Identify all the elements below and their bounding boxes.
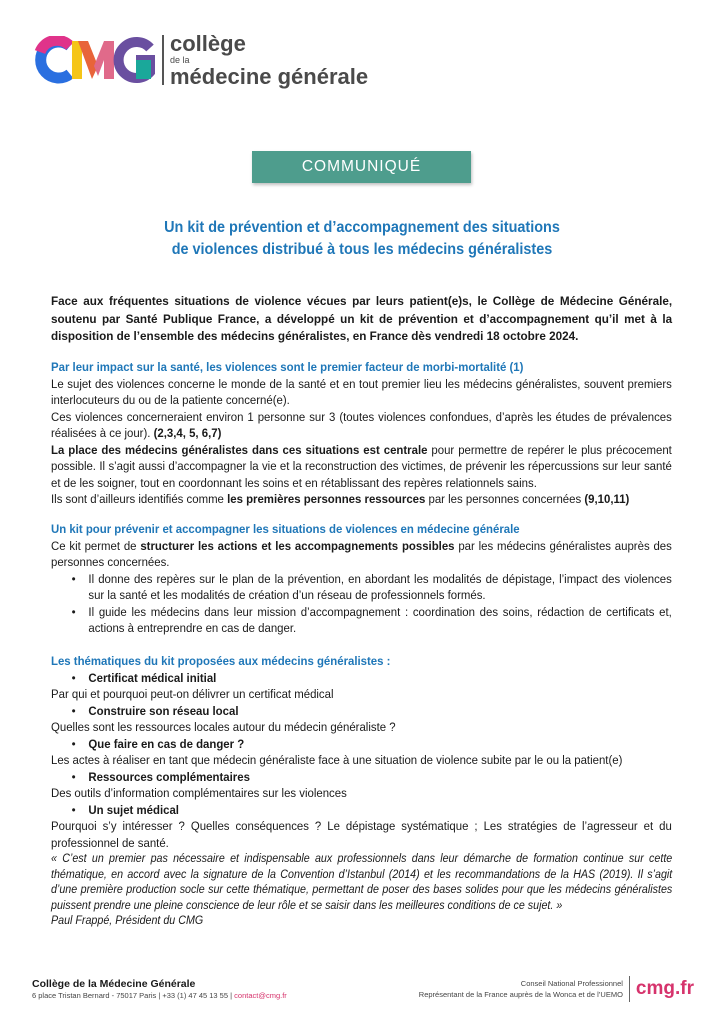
theme-title-text: Certificat médical initial xyxy=(88,670,217,685)
theme-list xyxy=(51,802,672,819)
footer-wonca: Représentant de la France auprès de la Wonca et de l’UEMO xyxy=(418,990,623,999)
emphasis: La place des médecins généralistes dans ces situations est centrale xyxy=(51,442,428,457)
paragraph xyxy=(51,409,672,442)
theme-description: Des outils d’information complémentaires sur les violences xyxy=(51,786,347,800)
paragraph xyxy=(51,442,672,492)
theme-title xyxy=(88,802,671,819)
quote-text: « C’est un premier pas nécessaire et indispensable aux professionnels dans leur démarche de formation continue sur cette thématique, en accord avec la signature de la Convention d’Istanbul (2014) et les recommandations de la HAS (2019). Il s’agit d’une première production socle sur cette thématique, permettant de poser des bases solides pour que les médecins généralistes puissent prendre une pleine conscience de leur rôle et se saisir dans les meilleures conditions de ce sujet. » xyxy=(51,853,673,912)
paragraph xyxy=(51,538,672,571)
section-kit xyxy=(51,521,672,637)
theme-description: Quelles sont les ressources locales autour du médecin généraliste ? xyxy=(51,720,396,734)
logo-line-1: collège xyxy=(170,30,246,56)
text: par les médecins généralistes auprès des personnes concernées. xyxy=(51,538,672,569)
emphasis: structurer les actions et les accompagnements possibles xyxy=(140,538,455,553)
communique-banner: COMMUNIQUÉ xyxy=(252,151,471,183)
title-line-2: de violences distribué à tous les médecins généralistes xyxy=(171,241,553,258)
theme-title-text: Ressources complémentaires xyxy=(88,769,250,784)
list-item: • Il donne des repères sur le plan de la prévention, en abordant les modalités de dépistage, l’impact des violences sur la santé et les modalités de création d’un réseau de professionnels formés. xyxy=(88,571,671,604)
theme-description: Les actes à réaliser en tant que médecin généraliste face à une situation de violence subite par le ou la patient(e) xyxy=(51,753,623,767)
footer-email-link[interactable]: contact@cmg.fr xyxy=(234,991,287,1000)
theme-title xyxy=(88,670,671,687)
cmg-logo xyxy=(32,32,368,88)
theme-description: Par qui et pourquoi peut-on délivrer un certificat médical xyxy=(51,687,334,701)
text: Ils sont d’ailleurs identifiés comme xyxy=(51,492,228,506)
references: (9,10,11) xyxy=(584,492,630,506)
document-title xyxy=(118,217,605,261)
cmg-logo-mark xyxy=(32,36,156,84)
footer-brand xyxy=(419,976,694,1002)
theme-list xyxy=(51,769,672,786)
theme-list xyxy=(51,670,672,687)
theme-title-text: Que faire en cas de danger ? xyxy=(88,736,245,751)
president-quote xyxy=(51,852,672,930)
theme-title-text: Un sujet médical xyxy=(88,802,179,817)
theme-description: Pourquoi s’y intéresser ? Quelles conséquences ? Le dépistage systématique ; Les stratégies de l’agresseur et du professionnel de santé. xyxy=(51,819,672,850)
section-heading: Par leur impact sur la santé, les violences sont le premier facteur de morbi-mortalité (1) xyxy=(51,360,524,374)
logo-line-2: de la xyxy=(170,54,190,65)
logo-wordmark xyxy=(170,30,369,89)
logo-divider xyxy=(162,35,164,85)
section-heading: Un kit pour prévenir et accompagner les situations de violences en médecine générale xyxy=(51,522,520,536)
list-item: • Il guide les médecins dans leur mission d’accompagnement : coordination des soins, rédaction de certificats et, actions à entreprendre en cas de danger. xyxy=(88,604,671,637)
theme-title-text: Construire son réseau local xyxy=(88,703,239,718)
footer-address: 6 place Tristan Bernard - 75017 Paris | +33 (1) 47 45 13 55 | xyxy=(32,991,235,1000)
footer-cnp: Conseil National Professionnel xyxy=(520,979,623,988)
section-heading: Les thématiques du kit proposées aux médecins généralistes : xyxy=(51,654,391,668)
theme-list xyxy=(51,736,672,753)
footer-org: Collège de la Médecine Générale xyxy=(32,978,196,990)
quote-author: Paul Frappé, Président du CMG xyxy=(51,915,204,927)
footer-address-line xyxy=(32,990,287,1002)
paragraph: Le sujet des violences concerne le monde de la santé et en tout premier lieu les médecins généralistes, souvent premiers interlocuteurs du ou de la patiente concerné(e). xyxy=(51,376,672,407)
text: pour permettre de repérer le plus précocement possible. Il s’agit aussi d’accompagner la vie et la reconstruction des victimes, de prévenir les répercussions sur leur santé et de les soigner, tout en coordonnant les soins et en rétablissant des repères relationnels sains. xyxy=(51,442,672,490)
theme-title xyxy=(88,769,671,786)
theme-title xyxy=(88,736,671,753)
title-line-1: Un kit de prévention et d’accompagnement des situations xyxy=(164,219,560,236)
intro-paragraph: Face aux fréquentes situations de violence vécues par leurs patient(e)s, le Collège de Médecine Générale, soutenu par Santé Publique France, a développé un kit de prévention et d’accompagnement qu’il met à la disposition de l’ensemble des médecins généralistes, en France dès vendredi 18 octobre 2024. xyxy=(51,294,673,343)
theme-list xyxy=(51,703,672,720)
paragraph xyxy=(51,491,672,508)
text: par les personnes concernées xyxy=(425,492,585,506)
footer-right-text xyxy=(419,978,623,1000)
bullet-list xyxy=(51,571,672,637)
footer-divider xyxy=(629,976,630,1002)
theme-title xyxy=(88,703,671,720)
text: Ces violences concerneraient environ 1 personne sur 3 (toutes violences confondues, d’après les études de prévalences réalisées à ce jour). xyxy=(51,409,672,440)
section-themes xyxy=(51,653,672,851)
logo-line-3: médecine générale xyxy=(170,63,369,89)
footer-site-link[interactable]: cmg.fr xyxy=(635,978,694,999)
section-impact xyxy=(51,359,672,508)
references: (2,3,4, 5, 6,7) xyxy=(153,426,222,440)
emphasis: les premières personnes ressources xyxy=(227,492,426,506)
text: Ce kit permet de xyxy=(51,538,141,553)
footer-contact xyxy=(32,978,287,1002)
